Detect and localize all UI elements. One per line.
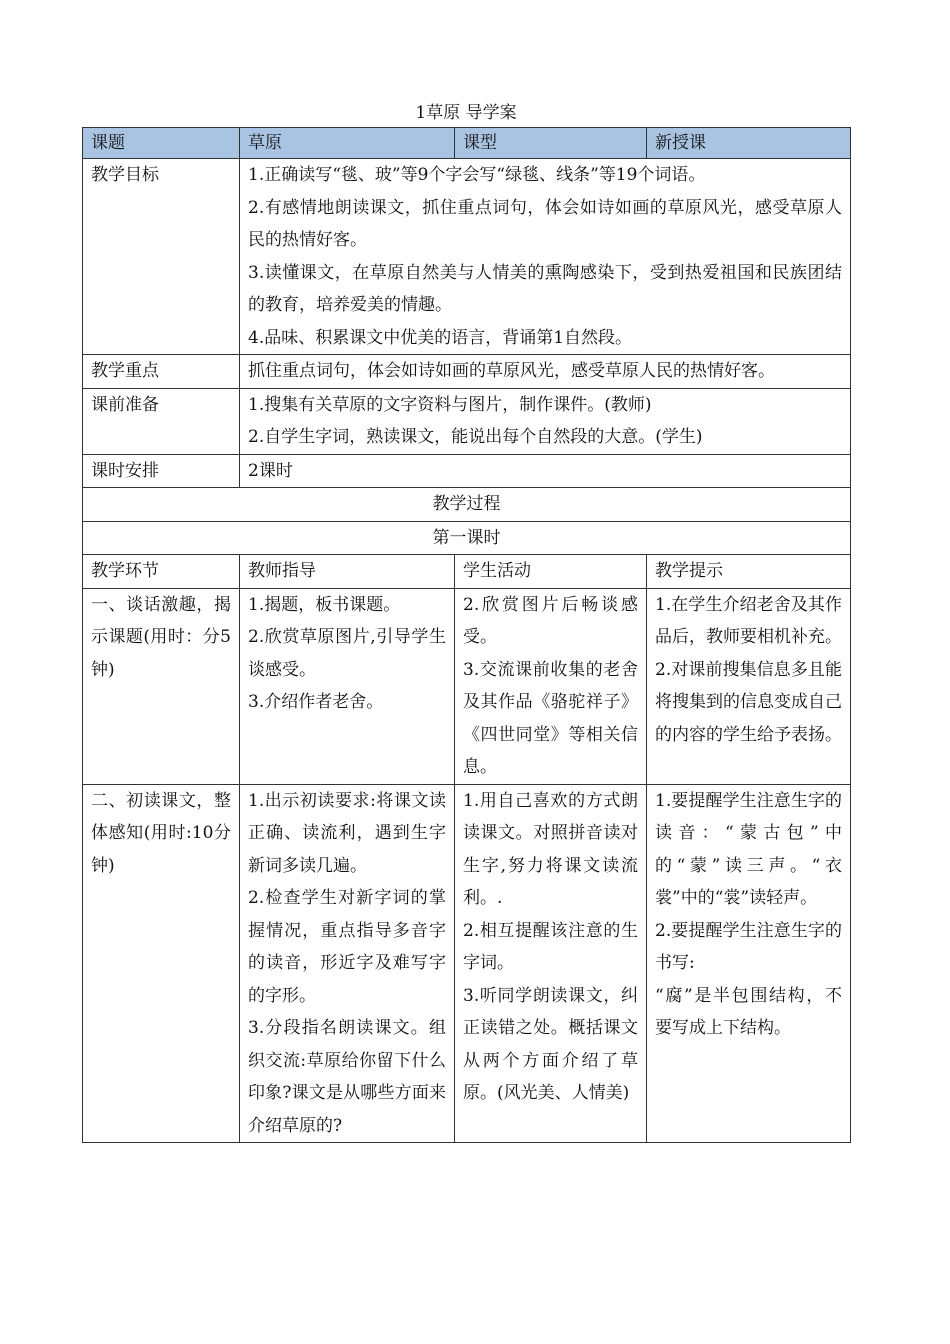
- tip-item: “腐”是半包围结构，不要写成上下结构。: [655, 985, 842, 1038]
- tip-item: 2.要提醒学生注意生字的书写:: [655, 920, 842, 973]
- tip-item: 1.要提醒学生注意生字的读音：“蒙古包”中的“蒙”读三声。“衣裳”中的“裳”读轻声。: [655, 790, 842, 908]
- step-tips: [647, 588, 851, 784]
- key-points-label: 教学重点: [83, 355, 240, 389]
- key-points-text: 抓住重点词句，体会如诗如画的草原风光，感受草原人民的热情好客。: [240, 355, 851, 389]
- column-header: 学生活动: [455, 555, 647, 589]
- header-row: [83, 128, 851, 159]
- type-label: 课型: [455, 128, 647, 159]
- step-teacher: [240, 784, 455, 1143]
- teacher-item: 1.出示初读要求:将课文读正确、读流利，遇到生字新词多读几遍。: [248, 790, 446, 876]
- student-item: 1.用自己喜欢的方式朗读课文。对照拼音读对生字,努力将课文读流利。.: [463, 790, 638, 908]
- goal-item: 2.有感情地朗读课文，抓住重点词句，体会如诗如画的草原风光，感受草原人民的热情好客。: [248, 197, 842, 250]
- teacher-item: 3.分段指名朗读课文。组织交流:草原给你留下什么印象?课文是从哪些方面来介绍草原的?: [248, 1018, 446, 1136]
- teacher-item: 3.介绍作者老舍。: [248, 692, 384, 712]
- step-teacher: [240, 588, 455, 784]
- schedule-label: 课时安排: [83, 454, 240, 488]
- column-header-row: [83, 555, 851, 589]
- goals-row: [83, 159, 851, 355]
- schedule-row: [83, 454, 851, 488]
- column-header: 教学环节: [83, 555, 240, 589]
- lesson-title: 第一课时: [83, 521, 851, 555]
- lesson-title-row: [83, 521, 851, 555]
- step-student: [455, 784, 647, 1143]
- column-header: 教学提示: [647, 555, 851, 589]
- schedule-value: 2课时: [240, 454, 851, 488]
- step-stage: 二、初读课文，整体感知(用时:10分钟): [83, 784, 240, 1143]
- student-item: 3.交流课前收集的老舍及其作品《骆驼祥子》《四世同堂》等相关信息。: [463, 659, 638, 777]
- teacher-item: 2.欣赏草原图片,引导学生谈感受。: [248, 627, 446, 680]
- topic-value: 草原: [240, 128, 455, 159]
- topic-label: 课题: [83, 128, 240, 159]
- goal-item: 1.正确读写“毯、玻”等9个字会写“绿毯、线条”等19个词语。: [248, 165, 706, 185]
- goal-item: 3.读懂课文，在草原自然美与人情美的熏陶感染下，受到热爱祖国和民族团结的教育，培养爱美的情趣。: [248, 262, 842, 315]
- preparation-item: 1.搜集有关草原的文字资料与图片，制作课件。(教师): [248, 394, 652, 415]
- step-tips: [647, 784, 851, 1143]
- goal-item: 4.品味、积累课文中优美的语言，背诵第1自然段。: [248, 327, 633, 348]
- preparation-row: [83, 388, 851, 454]
- document-title: 1草原 导学案: [415, 103, 517, 123]
- student-item: 2.相互提醒该注意的生字词。: [463, 920, 638, 973]
- teacher-item: 1.揭题，板书课题。: [248, 594, 401, 615]
- preparation-item: 2.自学生字词，熟读课文，能说出每个自然段的大意。(学生): [248, 427, 703, 447]
- preparation-label: 课前准备: [83, 388, 240, 454]
- process-title: 教学过程: [83, 488, 851, 522]
- step-student: [455, 588, 647, 784]
- lesson-plan-table: [82, 127, 851, 1143]
- tip-item: 2.对课前搜集信息多且能将搜集到的信息变成自己的内容的学生给予表扬。: [655, 659, 842, 745]
- tip-item: 1.在学生介绍老舍及其作品后，教师要相机补充。: [655, 594, 842, 647]
- student-item: 3.听同学朗读课文，纠正读错之处。概括课文从两个方面介绍了草原。(风光美、人情美): [463, 985, 638, 1103]
- step-row: [83, 784, 851, 1143]
- student-item: 2.欣赏图片后畅谈感受。: [463, 594, 638, 647]
- goals-content: [240, 159, 851, 355]
- key-points-row: [83, 355, 851, 389]
- step-row: [83, 588, 851, 784]
- teacher-item: 2.检查学生对新字词的掌握情况，重点指导多音字的读音，形近字及难写字的字形。: [248, 888, 446, 1006]
- process-title-row: [83, 488, 851, 522]
- step-stage: 一、谈话激趣，揭示课题(用时：分5钟): [83, 588, 240, 784]
- preparation-content: [240, 388, 851, 454]
- column-header: 教师指导: [240, 555, 455, 589]
- goals-label: 教学目标: [83, 159, 240, 355]
- type-value: 新授课: [647, 128, 851, 159]
